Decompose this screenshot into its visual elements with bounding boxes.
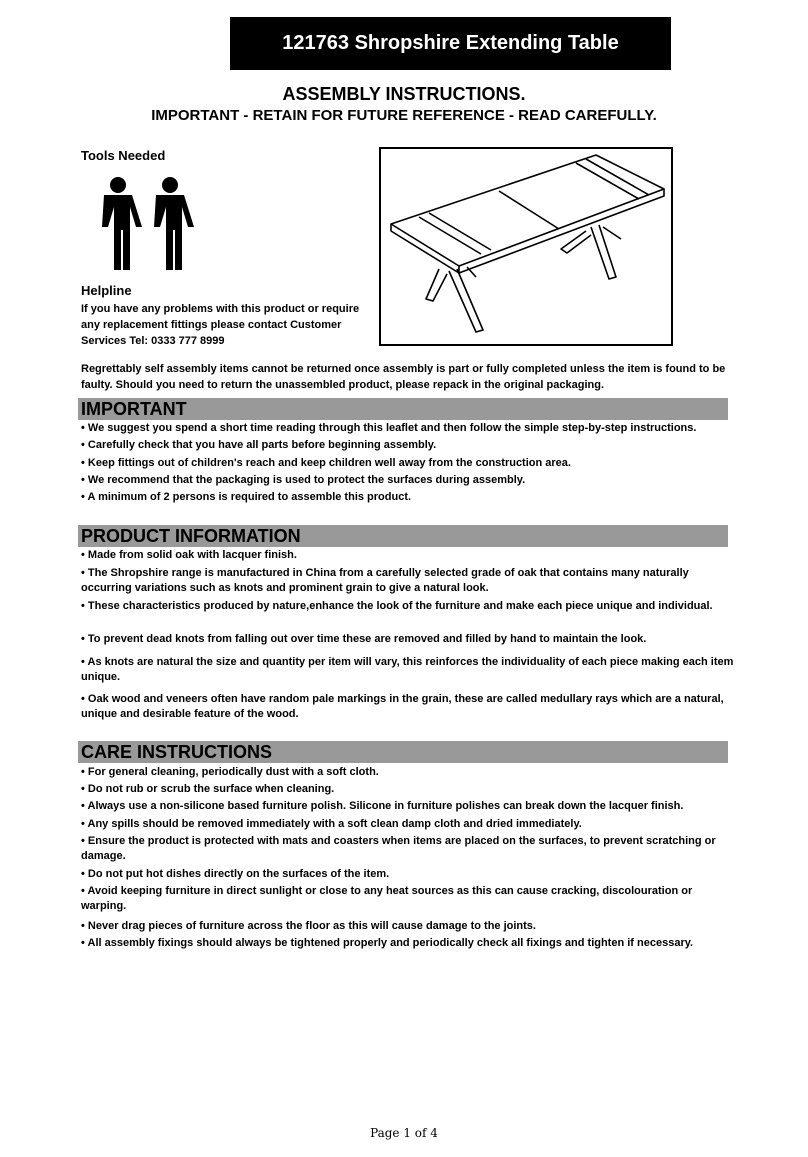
document-title: 121763 Shropshire Extending Table	[230, 17, 671, 70]
list-item: • To prevent dead knots from falling out over time these are removed and filled by hand to maintain the look.	[81, 633, 647, 645]
list-item: • We recommend that the packaging is used to protect the surfaces during assembly.	[81, 474, 526, 486]
helpline-label: Helpline	[81, 283, 132, 298]
list-item: • These characteristics produced by nature,enhance the look of the furniture and make each piece unique and individual.	[81, 600, 713, 612]
list-item: • Always use a non-silicone based furniture polish. Silicone in furniture polishes can break down the lacquer finish.	[81, 800, 684, 812]
product-information-header: PRODUCT INFORMATION	[78, 525, 728, 547]
important-subheading: IMPORTANT - RETAIN FOR FUTURE REFERENCE - READ CAREFULLY.	[151, 107, 657, 124]
important-section-header: IMPORTANT	[78, 398, 728, 420]
return-notice: Regrettably self assembly items cannot be returned once assembly is part or fully completed unless the item is found to be faulty. Should you need to return the unassembled product, please repack in the original packaging.	[81, 363, 726, 391]
helpline-text: If you have any problems with this product or require any replacement fittings please contact Customer Services Tel: 0333 777 8999	[81, 303, 360, 347]
two-persons-icon	[92, 175, 196, 270]
list-item: • Never drag pieces of furniture across the floor as this will cause damage to the joints.	[81, 920, 536, 932]
list-item: • Do not rub or scrub the surface when cleaning.	[81, 783, 335, 795]
page-footer: Page 1 of 4	[370, 1126, 438, 1140]
care-instructions-header: CARE INSTRUCTIONS	[78, 741, 728, 763]
list-item: • As knots are natural the size and quantity per item will vary, this reinforces the individuality of each piece making each item unique.	[81, 656, 734, 683]
list-item: • A minimum of 2 persons is required to assemble this product.	[81, 491, 412, 503]
list-item: • Any spills should be removed immediately with a soft clean damp cloth and dried immediately.	[81, 818, 582, 830]
list-item: • Keep fittings out of children's reach and keep children well away from the construction area.	[81, 457, 571, 469]
tools-needed-label: Tools Needed	[81, 148, 166, 163]
list-item: • Made from solid oak with lacquer finish.	[81, 549, 297, 561]
list-item: • All assembly fixings should always be tightened properly and periodically check all fixings and tighten if necessary.	[81, 937, 694, 949]
assembly-heading: ASSEMBLY INSTRUCTIONS.	[282, 84, 526, 104]
list-item: • Do not put hot dishes directly on the surfaces of the item.	[81, 868, 390, 880]
list-item: • Carefully check that you have all parts before beginning assembly.	[81, 439, 437, 451]
list-item: • Ensure the product is protected with mats and coasters when items are placed on the surfaces, to prevent scratching or damage.	[81, 835, 716, 862]
list-item: • Oak wood and veneers often have random pale markings in the grain, these are called medullary rays which are a natural, unique and desirable feature of the wood.	[81, 693, 724, 720]
extending-table-icon	[381, 149, 671, 344]
list-item: • Avoid keeping furniture in direct sunlight or close to any heat sources as this can cause cracking, discolouration or warping.	[81, 885, 693, 912]
list-item: • We suggest you spend a short time reading through this leaflet and then follow the simple step-by-step instructions.	[81, 422, 697, 434]
product-image-frame	[379, 147, 673, 346]
list-item: • For general cleaning, periodically dust with a soft cloth.	[81, 766, 379, 778]
list-item: • The Shropshire range is manufactured in China from a carefully selected grade of oak that contains many naturally occurring variations such as knots and prominent grain to give a natural look.	[81, 567, 689, 594]
